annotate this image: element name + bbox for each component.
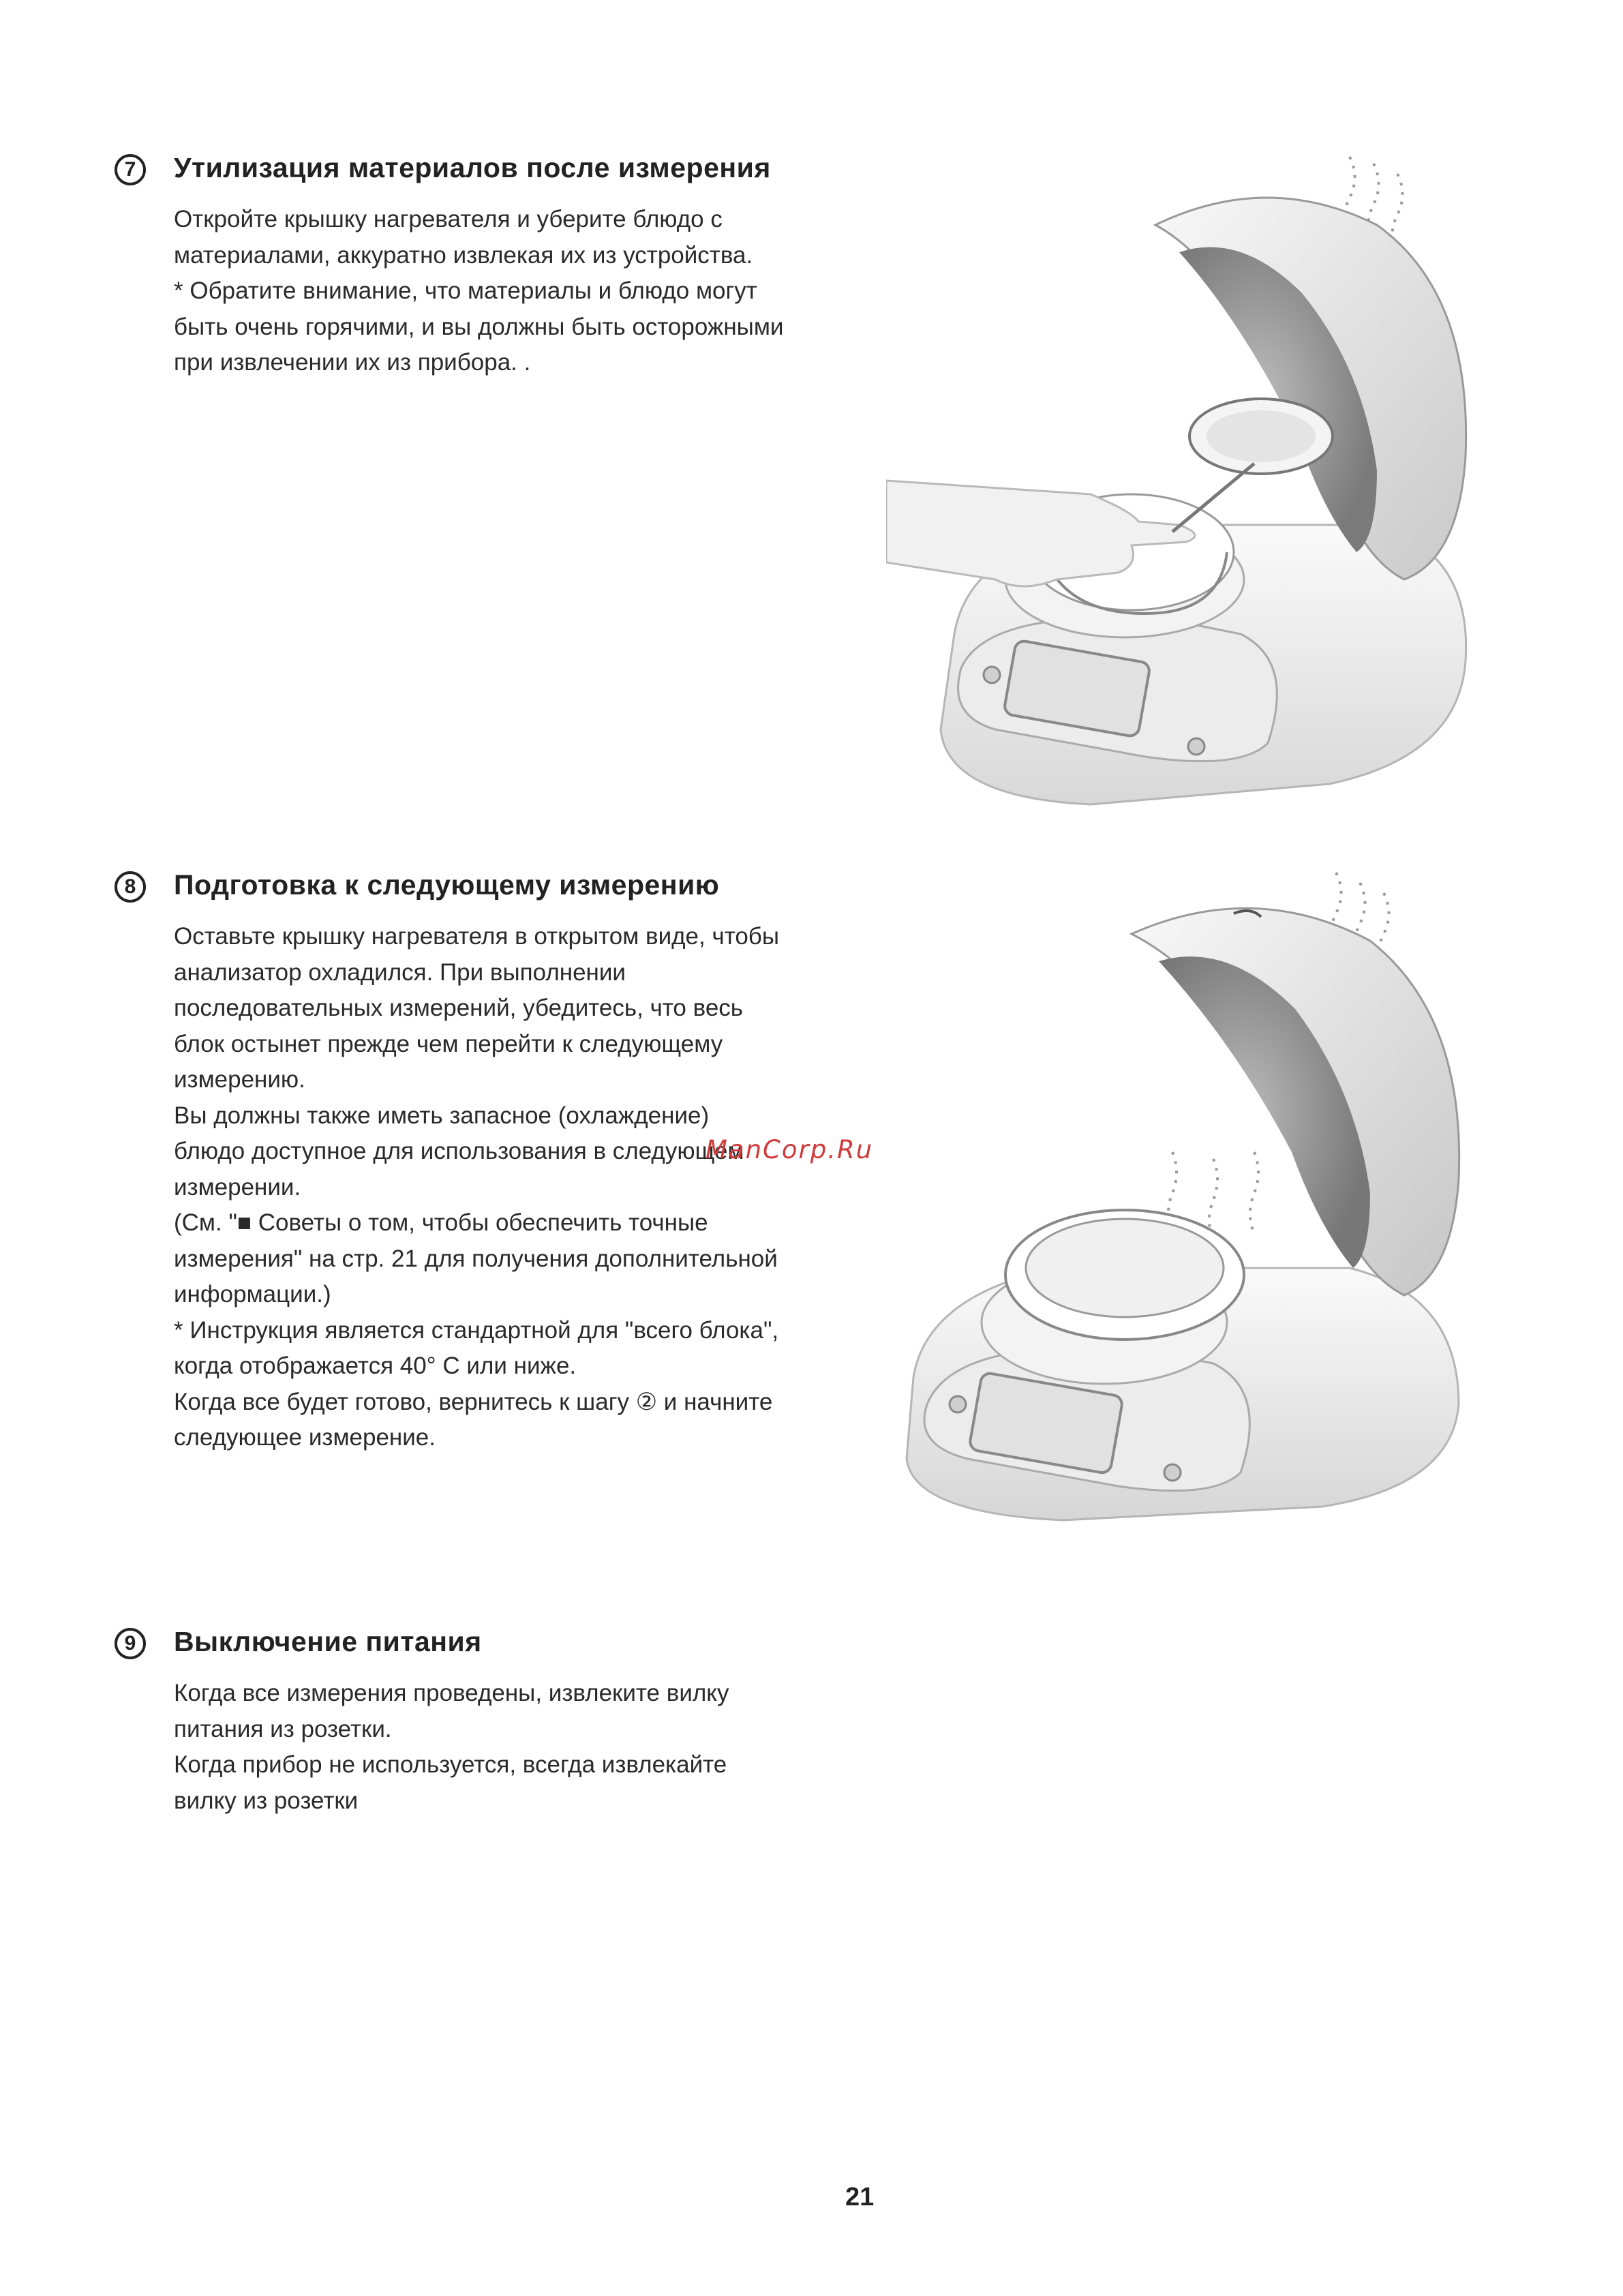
text-line: питания из розетки. <box>174 1715 392 1742</box>
text-line: когда отображается 40° C или ниже. <box>174 1353 577 1379</box>
analyzer-illustration-hand <box>886 143 1500 811</box>
watermark: ManCorp.Ru <box>706 1135 874 1164</box>
text-line: информации.) <box>174 1281 331 1308</box>
text-line: Когда прибор не используется, всегда извлекайте <box>174 1751 727 1778</box>
text-line: Оставьте крышку нагревателя в открытом виде, чтобы <box>174 923 780 950</box>
text-line: следующее измерение. <box>174 1424 436 1451</box>
section-7-body <box>174 202 910 381</box>
analyzer-illustration-cooling <box>900 859 1500 1527</box>
text-line: вилку из розетки <box>174 1787 359 1814</box>
section-9-title: Выключение питания <box>174 1626 482 1657</box>
text-line: при извлечении их из прибора. . <box>174 349 531 376</box>
text-line: последовательных измерений, убедитесь, что весь <box>174 995 744 1021</box>
text-line: материалами, аккуратно извлекая их из устройства. <box>174 241 753 269</box>
section-8-title: Подготовка к следующему измерению <box>174 869 720 901</box>
text-line: Вы должны также иметь запасное (охлаждение) <box>174 1102 710 1129</box>
text-line: Когда все измерения проведены, извлеките вилку <box>174 1680 729 1706</box>
text-line: (См. "■ Советы о том, чтобы обеспечить точные <box>174 1209 708 1236</box>
section-7-title: Утилизация материалов после измерения <box>174 152 771 183</box>
text-line: быть очень горячими, и вы должны быть осторожными <box>174 313 784 340</box>
text-line: анализатор охладился. При выполнении <box>174 958 626 986</box>
step-number-7: 7 <box>115 154 146 185</box>
text-line: блок остынет прежде чем перейти к следующему <box>174 1030 723 1057</box>
page-number: 21 <box>845 2183 875 2211</box>
text-line: Когда все будет готово, вернитесь к шагу ② и начните <box>174 1388 773 1415</box>
text-line: Откройте крышку нагревателя и уберите блюдо с <box>174 206 723 232</box>
text-line: измерении. <box>174 1173 301 1200</box>
text-line: блюдо доступное для использования в следующем <box>174 1138 744 1164</box>
section-9-body <box>174 1676 910 1819</box>
step-number-8: 8 <box>115 871 146 903</box>
text-line: измерения" на стр. 21 для получения дополнительной <box>174 1245 778 1272</box>
section-8-body <box>174 919 910 1456</box>
text-line: измерению. <box>174 1066 305 1093</box>
text-line: * Инструкция является стандартной для "всего блока", <box>174 1316 779 1344</box>
step-number-9: 9 <box>115 1628 146 1659</box>
text-line: * Обратите внимание, что материалы и блюдо могут <box>174 277 757 304</box>
